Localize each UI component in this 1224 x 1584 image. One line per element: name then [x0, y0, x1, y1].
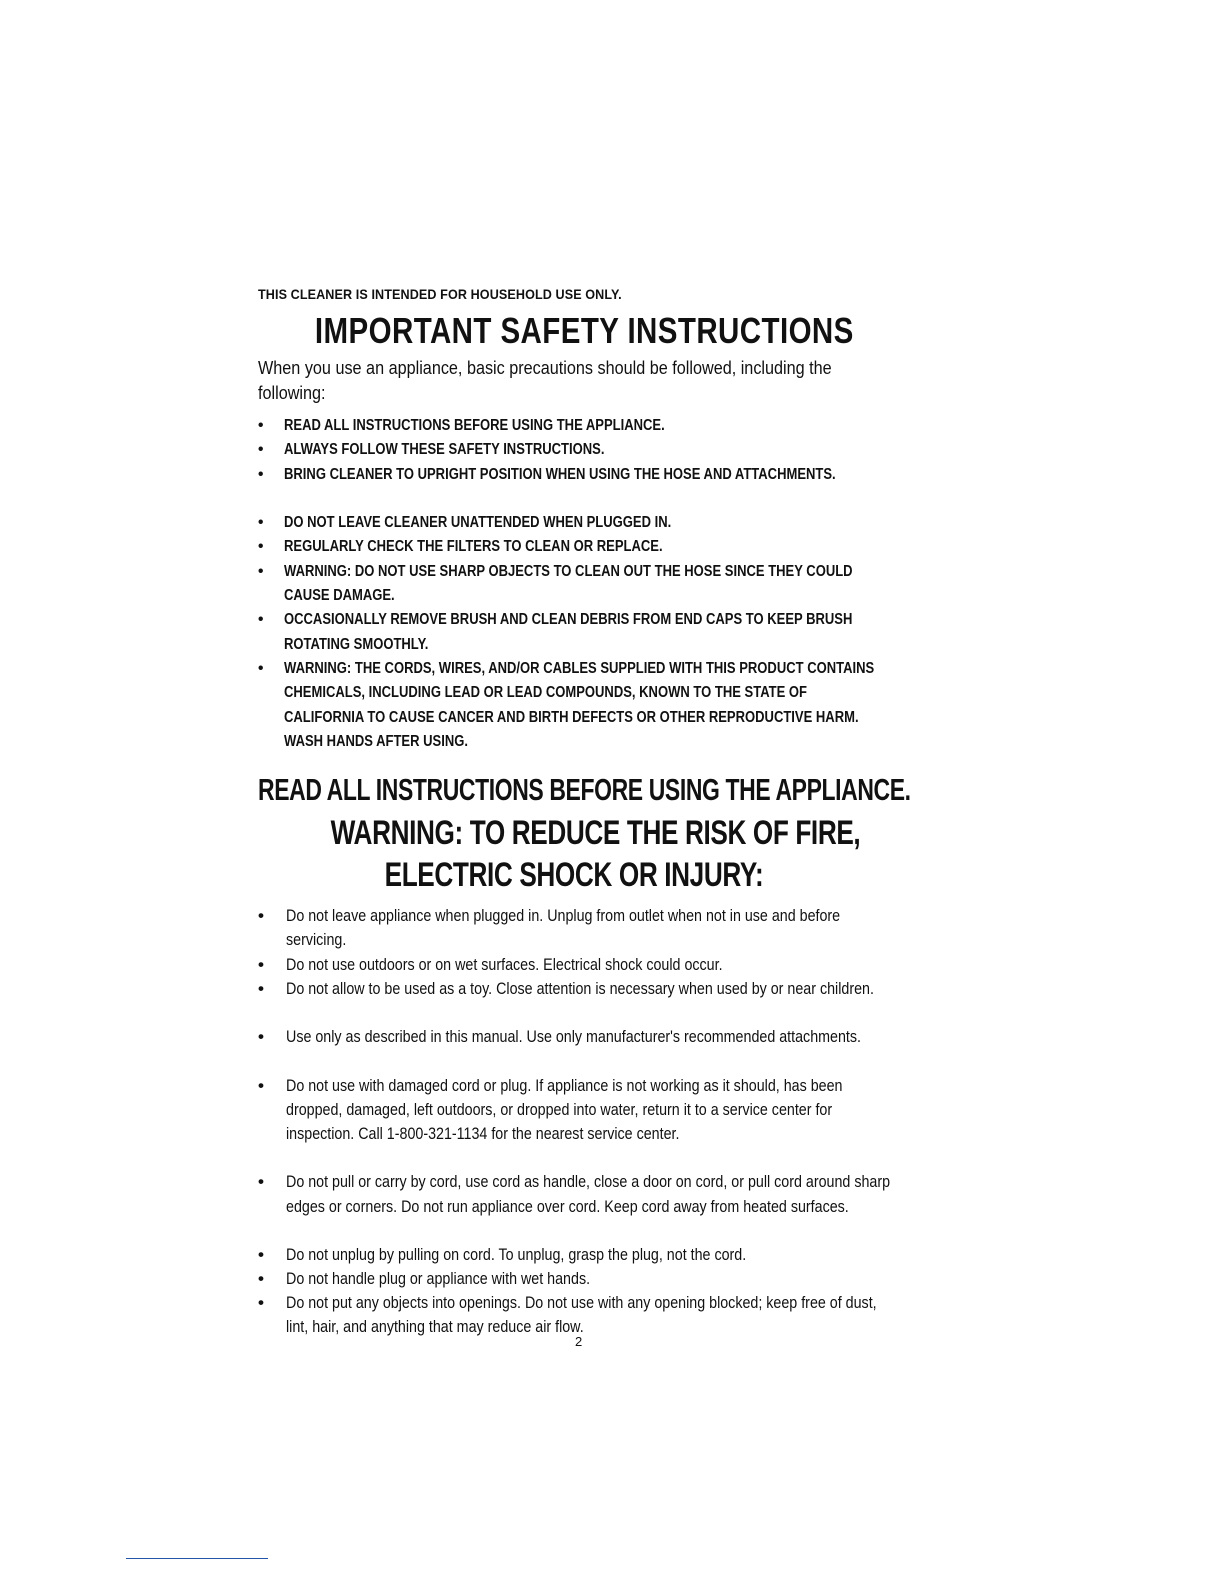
list-item-text: Do not unplug by pulling on cord. To unplug, grasp the plug, not the cord. — [286, 1244, 747, 1264]
bullet-icon: • — [258, 1244, 264, 1264]
list-item — [258, 535, 890, 559]
list-item-text: ALWAYS FOLLOW THESE SAFETY INSTRUCTIONS. — [284, 441, 605, 459]
list-item-text: Do not pull or carry by cord, use cord as handle, close a door on cord, or pull cord around sharp edges or corners. Do not run appliance over cord. Keep cord away from heated surfaces. — [286, 1172, 891, 1216]
list-item — [258, 463, 890, 512]
bullet-icon: • — [258, 417, 264, 434]
list-item — [258, 953, 890, 977]
manual-page — [258, 286, 911, 1340]
warning-line-1: WARNING: TO REDUCE THE RISK OF FIRE, — [330, 814, 861, 853]
list-item — [258, 1243, 890, 1267]
list-item — [258, 657, 890, 754]
bullet-icon: • — [258, 1269, 264, 1289]
bullet-icon: • — [258, 611, 264, 629]
list-item — [258, 1074, 890, 1171]
warning-heading — [258, 812, 890, 896]
list-item — [258, 608, 890, 657]
bullet-icon: • — [258, 1172, 264, 1192]
list-item — [258, 438, 890, 462]
list-item — [258, 511, 890, 535]
list-item-text: REGULARLY CHECK THE FILTERS TO CLEAN OR REPLACE. — [284, 538, 663, 556]
read-all-heading: READ ALL INSTRUCTIONS BEFORE USING THE APPLIANCE. — [258, 772, 911, 808]
list-item-text: BRING CLEANER TO UPRIGHT POSITION WHEN USING THE HOSE AND ATTACHMENTS. — [284, 465, 836, 483]
list-item — [258, 904, 890, 952]
footer-divider — [126, 1558, 268, 1559]
list-item — [258, 977, 890, 1025]
bullet-icon: • — [258, 441, 264, 459]
bullet-icon: • — [258, 1293, 264, 1313]
warning-line-2: ELECTRIC SHOCK OR INJURY: — [384, 856, 764, 895]
safety-instructions-list — [258, 414, 890, 754]
bullet-icon: • — [258, 1075, 264, 1095]
list-item — [258, 1267, 890, 1291]
bullet-icon: • — [258, 906, 264, 926]
list-item-text: Do not use outdoors or on wet surfaces. Electrical shock could occur. — [286, 954, 723, 974]
bullet-icon: • — [258, 514, 264, 532]
bullet-icon: • — [258, 1027, 264, 1047]
list-item-text: WARNING: DO NOT USE SHARP OBJECTS TO CLEAN OUT THE HOSE SINCE THEY COULD CAUSE DAMAGE. — [284, 562, 853, 605]
list-item — [258, 414, 890, 438]
bullet-icon: • — [258, 978, 264, 998]
intro-text: When you use an appliance, basic precautions should be followed, including the following: — [258, 358, 832, 403]
intended-use-notice: THIS CLEANER IS INTENDED FOR HOUSEHOLD USE ONLY. — [258, 286, 622, 302]
bullet-icon: • — [258, 538, 264, 556]
warning-list — [258, 904, 890, 1340]
list-item-text: Do not put any objects into openings. Do not use with any opening blocked; keep free of dust, lint, hair, and anything that may reduce air flow. — [286, 1293, 877, 1337]
bullet-icon: • — [258, 659, 264, 677]
list-item-text: Do not handle plug or appliance with wet hands. — [286, 1269, 591, 1289]
bullet-icon: • — [258, 954, 264, 974]
list-item-text: OCCASIONALLY REMOVE BRUSH AND CLEAN DEBRIS FROM END CAPS TO KEEP BRUSH ROTATING SMOOTHLY. — [284, 611, 853, 653]
list-item-text: WARNING: THE CORDS, WIRES, AND/OR CABLES SUPPLIED WITH THIS PRODUCT CONTAINS CHEMICALS, INCLUDING LEAD OR LEAD COMPOUNDS, KNOWN TO THE STATE OF CALIFORNIA TO CAUSE CANCER AND BIRTH DEFECTS OR OTHER REPRODUCTIVE HARM. WASH HANDS AFTER USING. — [284, 659, 875, 750]
list-item-text: READ ALL INSTRUCTIONS BEFORE USING THE APPLIANCE. — [284, 417, 665, 434]
list-item — [258, 1170, 890, 1243]
list-item-text: Do not use with damaged cord or plug. If appliance is not working as it should, has been dropped, damaged, left outdoors, or dropped into water, return it to a service center for inspection. Call 1-800-321-1134 for the nearest service center. — [286, 1075, 843, 1143]
list-item — [258, 560, 890, 609]
list-item-text: Use only as described in this manual. Use only manufacturer's recommended attachments. — [286, 1027, 861, 1047]
bullet-icon: • — [258, 562, 264, 580]
list-item-text: Do not leave appliance when plugged in. Unplug from outlet when not in use and before servicing. — [286, 906, 841, 950]
list-item — [258, 1025, 890, 1073]
list-item — [258, 1291, 890, 1339]
list-item-text: DO NOT LEAVE CLEANER UNATTENDED WHEN PLUGGED IN. — [284, 514, 672, 532]
bullet-icon: • — [258, 465, 264, 483]
list-item-text: Do not allow to be used as a toy. Close attention is necessary when used by or near children. — [286, 978, 874, 998]
page-title: IMPORTANT SAFETY INSTRUCTIONS — [314, 310, 854, 351]
page-number: 2 — [575, 1334, 583, 1349]
